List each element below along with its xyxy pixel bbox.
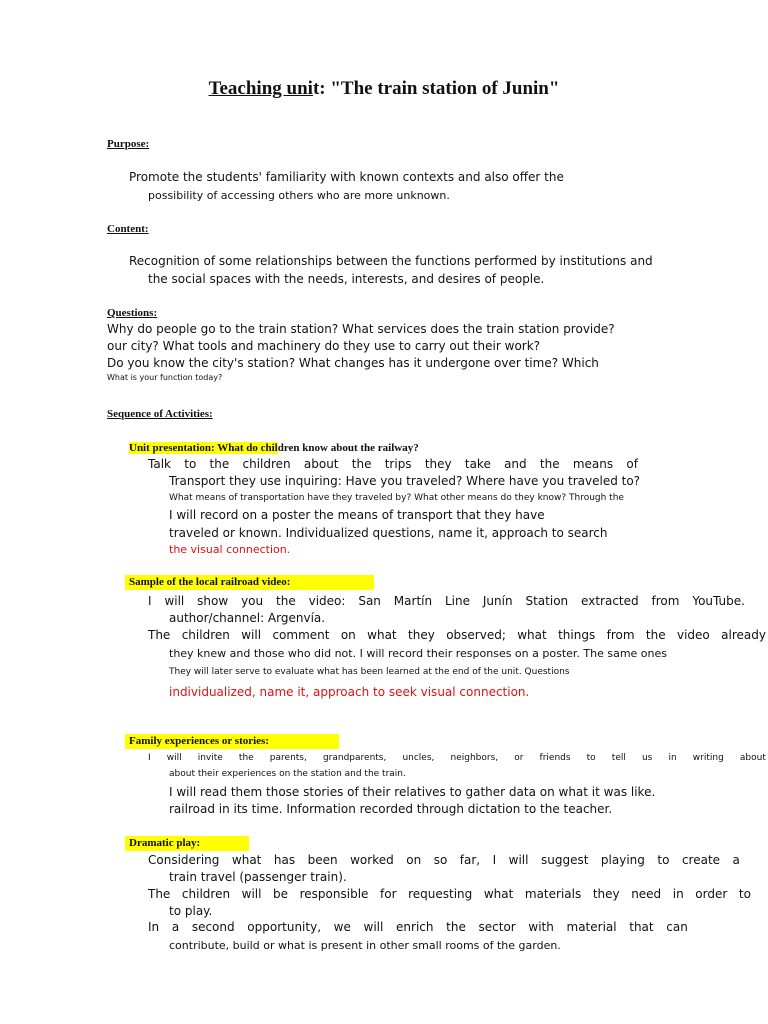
word: children bbox=[181, 887, 231, 901]
title-part-rest: t: "The train station of Junin" bbox=[312, 78, 560, 99]
word: what bbox=[231, 853, 262, 867]
word: we bbox=[333, 920, 351, 934]
word: Station bbox=[525, 594, 569, 608]
word: show bbox=[197, 594, 229, 608]
word: to bbox=[738, 887, 751, 901]
word: children bbox=[181, 628, 230, 642]
word: materials bbox=[524, 887, 582, 901]
word: uncles, bbox=[402, 753, 435, 763]
dramatic-line-5 bbox=[148, 920, 688, 935]
unit-presentation-heading: Unit presentation: What do children know about the railway? bbox=[129, 442, 419, 454]
word: the bbox=[351, 457, 372, 471]
unit-line-2: Transport they use inquiring: Have you traveled? Where have you traveled to? bbox=[169, 474, 641, 488]
video-line-5: They will later serve to evaluate what has been learned at the end of the unit. Questions bbox=[169, 667, 570, 677]
word: things bbox=[558, 628, 596, 642]
questions-line-3: Do you know the city's station? What changes has it undergone over time? Which bbox=[107, 356, 599, 370]
sequence-heading: Sequence of Activities: bbox=[107, 408, 213, 420]
word: will bbox=[363, 920, 384, 934]
word: you bbox=[241, 594, 264, 608]
dramatic-line-2: train travel (passenger train). bbox=[169, 870, 347, 884]
word: can bbox=[666, 920, 688, 934]
word: YouTube. bbox=[692, 594, 745, 608]
word: has bbox=[273, 853, 296, 867]
word: they bbox=[424, 457, 452, 471]
word: I bbox=[492, 853, 497, 867]
word: will bbox=[166, 753, 182, 763]
purpose-heading: Purpose: bbox=[107, 138, 150, 150]
word: parents, bbox=[269, 753, 307, 763]
content-line-1: Recognition of some relationships between the functions performed by institutions and bbox=[129, 254, 653, 268]
word: friends bbox=[539, 753, 571, 763]
word: opportunity, bbox=[247, 920, 322, 934]
word: comment bbox=[272, 628, 330, 642]
word: the bbox=[539, 457, 560, 471]
word: video: bbox=[308, 594, 346, 608]
word: Line bbox=[444, 594, 470, 608]
questions-line-4: What is your function today? bbox=[107, 373, 223, 382]
video-line-2: author/channel: Argenvía. bbox=[169, 611, 326, 625]
word: invite bbox=[197, 753, 223, 763]
word: in bbox=[672, 887, 684, 901]
word: the bbox=[238, 753, 254, 763]
word: what bbox=[367, 628, 397, 642]
word: and bbox=[504, 457, 527, 471]
word: for bbox=[380, 887, 397, 901]
word: tell bbox=[611, 753, 626, 763]
dramatic-line-1 bbox=[148, 853, 740, 868]
word: observed; bbox=[446, 628, 506, 642]
word: take bbox=[464, 457, 491, 471]
word: suggest bbox=[540, 853, 589, 867]
word: grandparents, bbox=[322, 753, 387, 763]
word: create bbox=[681, 853, 721, 867]
family-line-4: railroad in its time. Information recorded through dictation to the teacher. bbox=[169, 802, 613, 816]
unit-line-6: the visual connection. bbox=[169, 543, 291, 556]
word: they bbox=[592, 887, 620, 901]
title-part-underlined: Teaching uni bbox=[208, 78, 313, 99]
word: so bbox=[433, 853, 448, 867]
word: sector bbox=[478, 920, 516, 934]
word: neighbors, bbox=[450, 753, 499, 763]
word: Junín bbox=[482, 594, 513, 608]
unit-line-5: traveled or known. Individualized questions, name it, approach to search bbox=[169, 526, 608, 540]
dramatic-line-6: contribute, build or what is present in other small rooms of the garden. bbox=[169, 939, 561, 952]
word: or bbox=[514, 753, 524, 763]
word: of bbox=[626, 457, 638, 471]
word: from bbox=[651, 594, 680, 608]
video-heading: Sample of the local railroad video: bbox=[125, 575, 374, 590]
family-line-3: I will read them those stories of their relatives to gather data on what it was like. bbox=[169, 785, 656, 799]
unit-line-4: I will record on a poster the means of transport that they have bbox=[169, 508, 545, 522]
word: extracted bbox=[581, 594, 639, 608]
word: The bbox=[148, 628, 171, 642]
word: far, bbox=[459, 853, 481, 867]
video-line-4: they knew and those who did not. I will record their responses on a poster. The same ones bbox=[169, 647, 668, 660]
word: a bbox=[732, 853, 740, 867]
video-line-6: individualized, name it, approach to seek visual connection. bbox=[169, 685, 530, 699]
word: order bbox=[695, 887, 728, 901]
video-line-3 bbox=[148, 628, 766, 643]
word: the bbox=[446, 920, 466, 934]
word: with bbox=[528, 920, 554, 934]
word: a bbox=[171, 920, 180, 934]
word: enrich bbox=[396, 920, 434, 934]
family-line-2: about their experiences on the station and the train. bbox=[169, 769, 406, 779]
dramatic-heading: Dramatic play: bbox=[125, 836, 249, 851]
word: about bbox=[303, 457, 339, 471]
word: Martín bbox=[393, 594, 433, 608]
word: to bbox=[184, 457, 197, 471]
word: us bbox=[641, 753, 653, 763]
word: need bbox=[631, 887, 662, 901]
word: from bbox=[606, 628, 635, 642]
word: will bbox=[508, 853, 529, 867]
word: the bbox=[645, 628, 666, 642]
unit-line-1 bbox=[148, 457, 638, 472]
word: means bbox=[572, 457, 614, 471]
word: The bbox=[148, 887, 171, 901]
word: Talk bbox=[148, 457, 171, 471]
word: worked bbox=[350, 853, 394, 867]
word: already bbox=[721, 628, 766, 642]
questions-line-1: Why do people go to the train station? What services does the train station provide? bbox=[107, 322, 615, 336]
word: In bbox=[148, 920, 160, 934]
purpose-line-2: possibility of accessing others who are more unknown. bbox=[148, 189, 450, 202]
questions-heading: Questions: bbox=[107, 307, 158, 319]
video-line-1 bbox=[148, 594, 745, 609]
word: San bbox=[358, 594, 381, 608]
word: on bbox=[406, 853, 422, 867]
dramatic-line-3 bbox=[148, 887, 751, 902]
word: on bbox=[340, 628, 356, 642]
word: to bbox=[586, 753, 596, 763]
word: I bbox=[148, 753, 151, 763]
word: in bbox=[668, 753, 677, 763]
word: will bbox=[241, 628, 262, 642]
word: video bbox=[676, 628, 710, 642]
word: trips bbox=[384, 457, 412, 471]
word: requesting bbox=[408, 887, 473, 901]
word: writing bbox=[692, 753, 724, 763]
word: what bbox=[517, 628, 547, 642]
unit-line-3: What means of transportation have they traveled by? What other means do they know? Through the bbox=[169, 493, 624, 503]
purpose-line-1: Promote the students' familiarity with known contexts and also offer the bbox=[129, 170, 564, 184]
content-heading: Content: bbox=[107, 223, 149, 235]
content-line-2: the social spaces with the needs, interests, and desires of people. bbox=[148, 272, 545, 286]
word: children bbox=[242, 457, 291, 471]
word: responsible bbox=[299, 887, 369, 901]
word: I bbox=[148, 594, 152, 608]
word: second bbox=[191, 920, 235, 934]
questions-line-2: our city? What tools and machinery do they use to carry out their work? bbox=[107, 339, 541, 353]
word: to bbox=[657, 853, 670, 867]
word: what bbox=[483, 887, 514, 901]
page-title bbox=[0, 78, 768, 100]
word: the bbox=[209, 457, 230, 471]
word: playing bbox=[600, 853, 645, 867]
word: will bbox=[241, 887, 262, 901]
family-line-1 bbox=[148, 752, 766, 764]
word: the bbox=[276, 594, 296, 608]
word: will bbox=[164, 594, 185, 608]
dramatic-line-4: to play. bbox=[169, 904, 213, 918]
word: about bbox=[739, 753, 766, 763]
word: be bbox=[273, 887, 289, 901]
word: that bbox=[629, 920, 654, 934]
word: they bbox=[408, 628, 435, 642]
family-heading: Family experiences or stories: bbox=[125, 734, 339, 749]
word: material bbox=[566, 920, 617, 934]
word: Considering bbox=[148, 853, 220, 867]
word: been bbox=[307, 853, 338, 867]
